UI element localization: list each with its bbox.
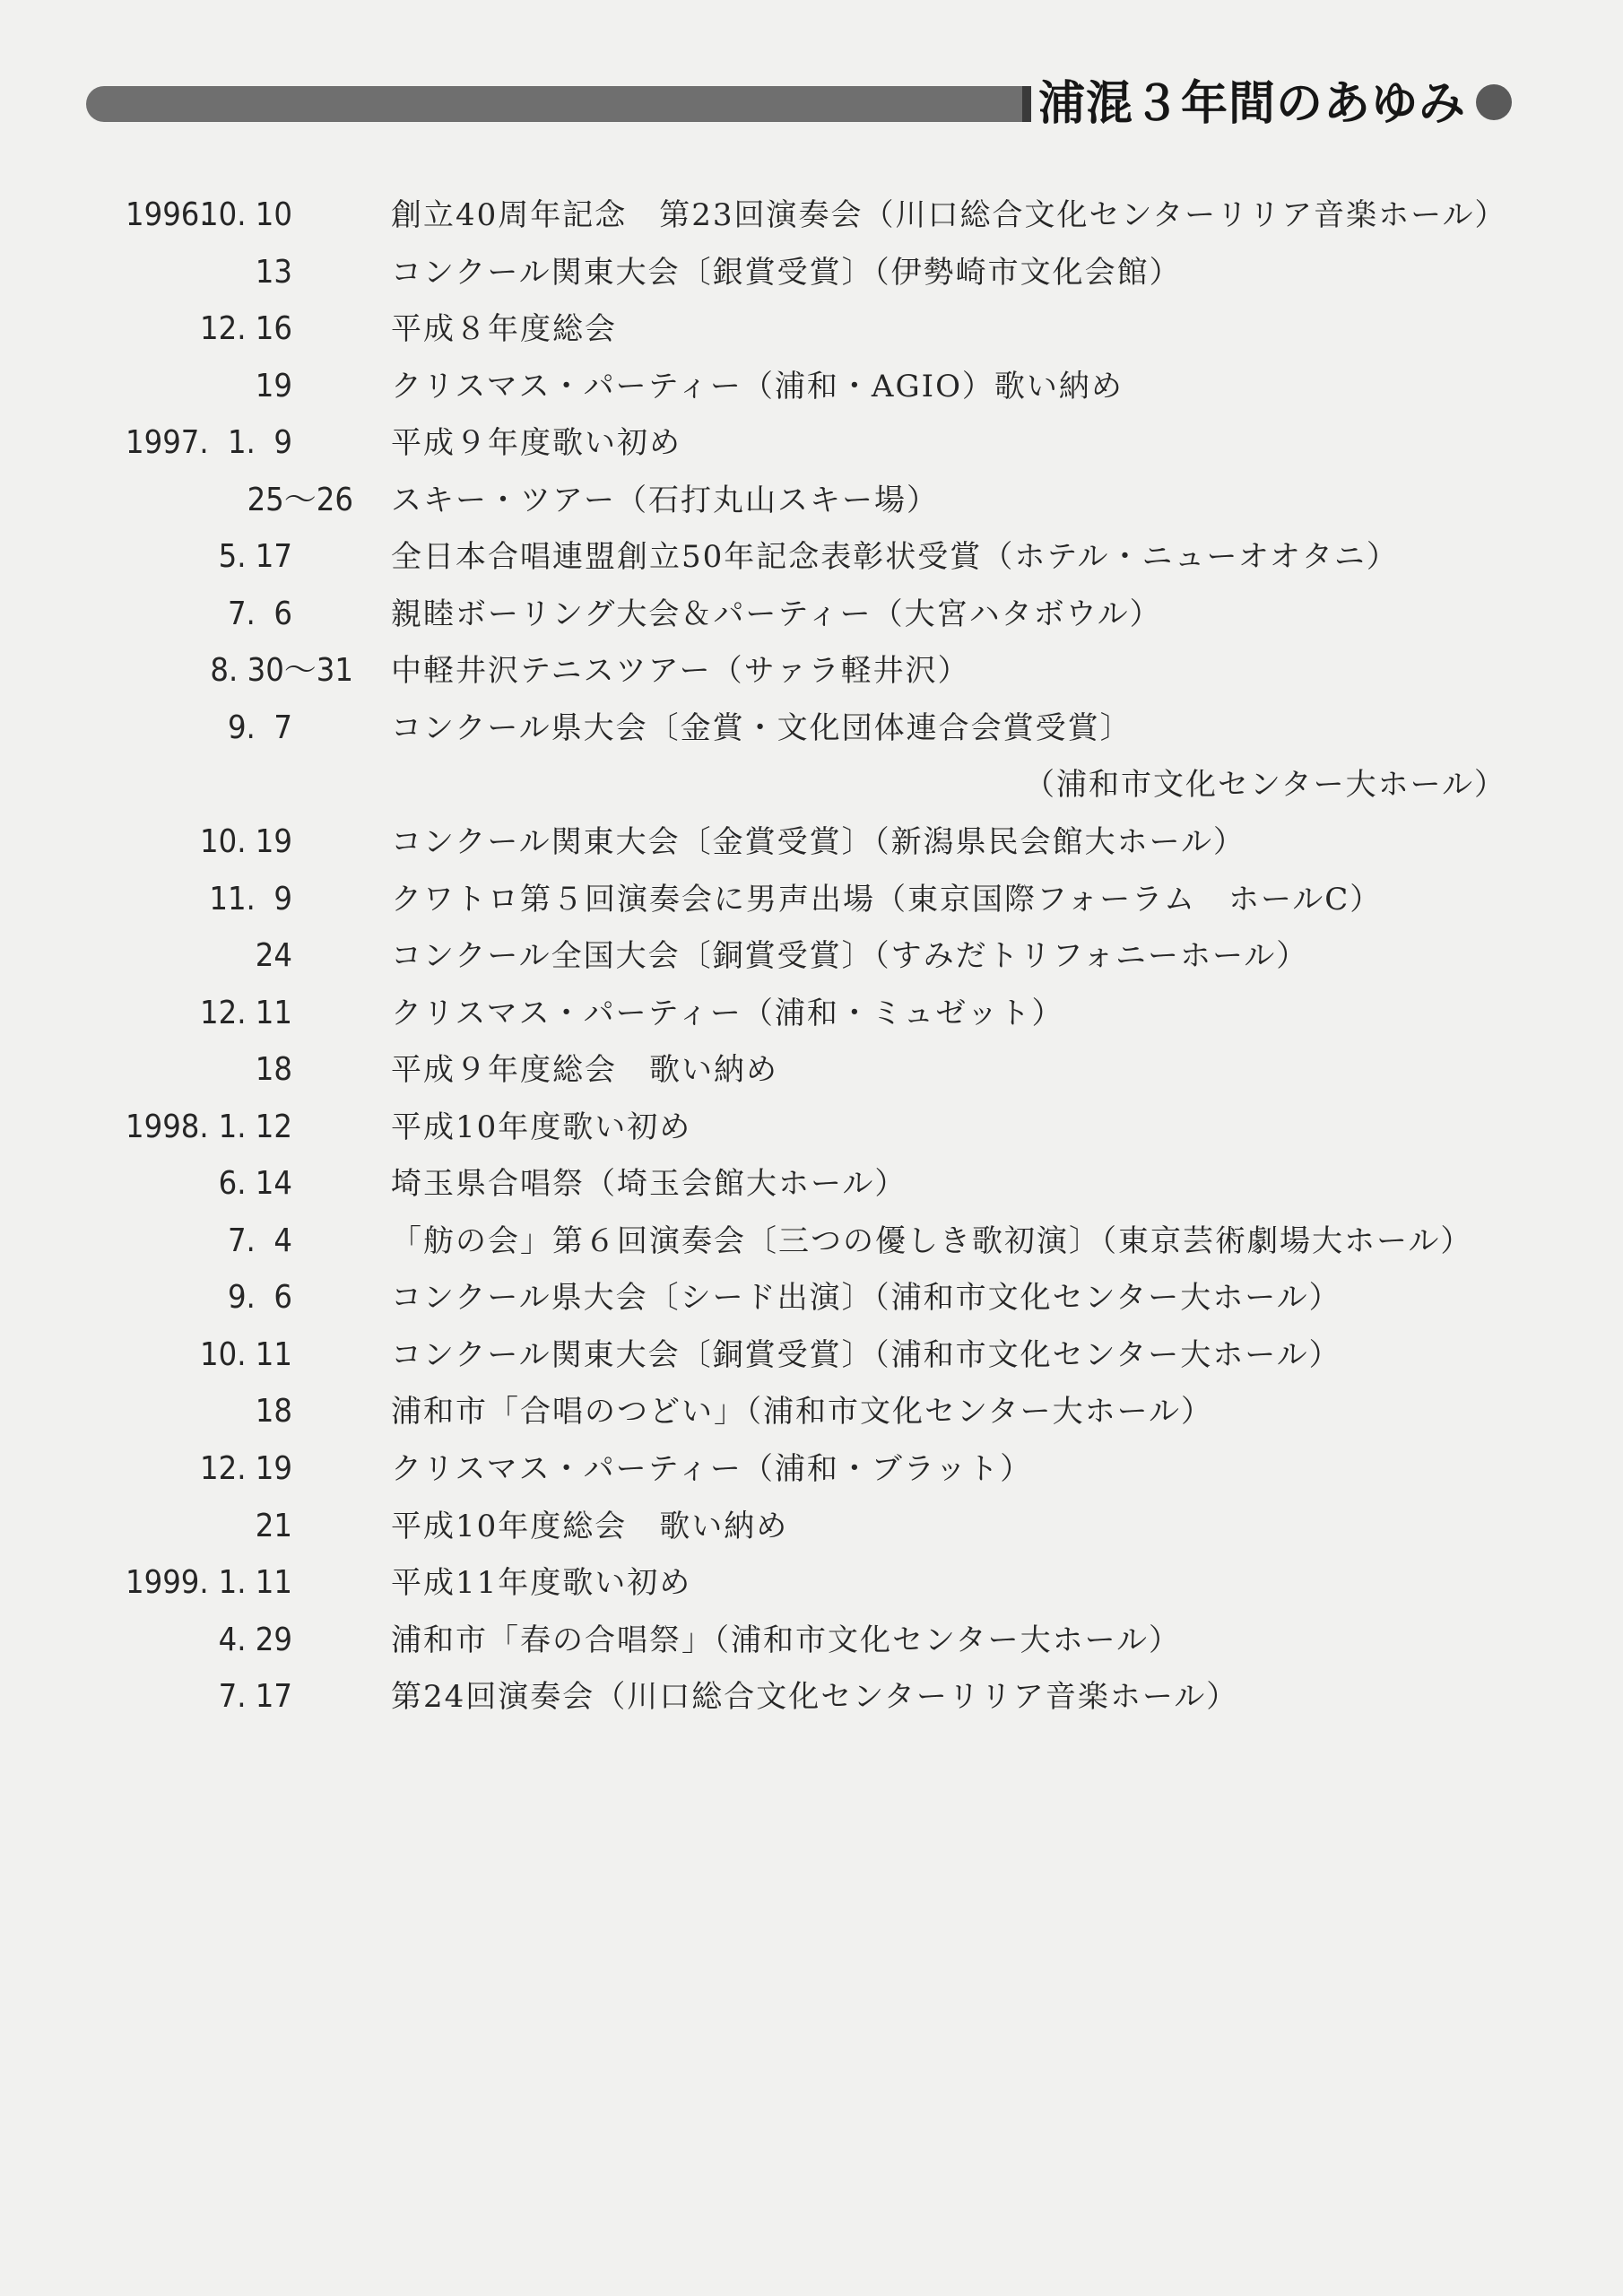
timeline-row: [0, 1668, 1623, 1726]
event-description: 浦和市「合唱のつどい」（浦和市文化センター大ホール）: [391, 1394, 1213, 1431]
event-date: 13: [255, 253, 292, 291]
event-date: 12. 16: [200, 310, 292, 348]
header-bar: [86, 86, 1022, 122]
timeline-row: [0, 358, 1623, 415]
event-description: コンクール関東大会〔銅賞受賞〕（浦和市文化センター大ホール）: [391, 1336, 1341, 1373]
timeline-row: [0, 1155, 1623, 1213]
event-description: 第24回演奏会（川口総合文化センターリリア音楽ホール）: [391, 1679, 1239, 1716]
header-bar-cap: [1022, 86, 1031, 122]
timeline-row: [0, 1213, 1623, 1270]
event-description: コンクール関東大会〔金賞受賞〕（新潟県民会館大ホール）: [391, 824, 1245, 861]
event-description: 「舫の会」第６回演奏会〔三つの優しき歌初演〕（東京芸術劇場大ホール）: [391, 1222, 1473, 1259]
event-description: 浦和市「春の合唱祭」（浦和市文化センター大ホール）: [391, 1622, 1181, 1658]
event-description: コンクール関東大会〔銀賞受賞〕（伊勢崎市文化会館）: [391, 254, 1182, 291]
timeline-row: [0, 642, 1623, 700]
event-date: 6. 14: [218, 1165, 292, 1203]
event-year: 1998.: [126, 1108, 209, 1145]
event-date: 24: [255, 937, 292, 975]
timeline-row: [0, 1612, 1623, 1669]
event-description: 中軽井沢テニスツアー（サァラ軽井沢）: [391, 653, 970, 690]
page-header: [86, 77, 1512, 131]
timeline-row: [0, 1498, 1623, 1555]
event-date: 19: [255, 367, 292, 404]
timeline-row: [0, 244, 1623, 301]
event-description: クリスマス・パーティー（浦和・ブラット）: [391, 1451, 1033, 1488]
event-description: クリスマス・パーティー（浦和・AGIO）歌い納め: [391, 368, 1124, 404]
event-description: コンクール県大会〔シード出演〕（浦和市文化センター大ホール）: [391, 1280, 1341, 1317]
event-description: 平成８年度総会: [391, 311, 617, 348]
event-description: 平成10年度総会 歌い納め: [391, 1508, 789, 1544]
event-date: 7. 4: [227, 1222, 292, 1259]
event-description: 平成９年度総会 歌い納め: [391, 1052, 778, 1089]
event-date: 11. 9: [209, 880, 292, 918]
event-date: 21: [255, 1507, 292, 1544]
event-description: 全日本合唱連盟創立50年記念表彰状受賞（ホテル・ニューオオタニ）: [391, 539, 1399, 576]
event-date: 10. 11: [200, 1335, 292, 1373]
timeline-row: [0, 813, 1623, 871]
event-description: 平成10年度歌い初め: [391, 1109, 692, 1145]
event-year: 1999.: [126, 1564, 209, 1602]
timeline-row: [0, 927, 1623, 985]
event-description: スキー・ツアー（石打丸山スキー場）: [391, 482, 939, 518]
timeline-row: [0, 756, 1623, 813]
event-date: 12. 11: [200, 994, 292, 1031]
timeline-row: [0, 300, 1623, 358]
event-date: 7. 6: [227, 595, 292, 632]
event-year: 1997.: [126, 424, 209, 462]
history-timeline: [0, 187, 1623, 1726]
event-description: 埼玉県合唱祭（埼玉会館大ホール）: [391, 1166, 907, 1203]
timeline-row: [0, 187, 1623, 244]
timeline-row: [0, 871, 1623, 928]
event-date: 1. 9: [227, 424, 292, 462]
event-description: 平成９年度歌い初め: [391, 425, 681, 462]
timeline-row: [0, 985, 1623, 1042]
event-description: 創立40周年記念 第23回演奏会（川口総合文化センターリリア音楽ホール）: [391, 197, 1507, 233]
timeline-row: [0, 1383, 1623, 1440]
event-date: 1. 11: [218, 1564, 292, 1602]
event-date: 12. 19: [200, 1450, 292, 1488]
event-date: 9. 7: [227, 709, 292, 746]
event-description-continued: （浦和市文化センター大ホール）: [1024, 767, 1506, 804]
page-title: 浦混３年間のあゆみ: [1038, 77, 1467, 131]
timeline-row: [0, 1554, 1623, 1612]
timeline-row: [0, 1269, 1623, 1326]
timeline-row: [0, 1099, 1623, 1156]
timeline-row: [0, 700, 1623, 757]
event-description: コンクール県大会〔金賞・文化団体連合会賞受賞〕: [391, 709, 1133, 746]
bullet-dot-icon: [1476, 84, 1512, 120]
timeline-row: [0, 528, 1623, 586]
event-date: 4. 29: [218, 1621, 292, 1658]
event-date: 5. 17: [218, 538, 292, 576]
event-description: 親睦ボーリング大会＆パーティー（大宮ハタボウル）: [391, 596, 1162, 632]
timeline-row: [0, 1041, 1623, 1099]
event-date: 18: [255, 1393, 292, 1431]
event-description: 平成11年度歌い初め: [391, 1565, 692, 1602]
timeline-row: [0, 472, 1623, 529]
timeline-row: [0, 1440, 1623, 1498]
event-date: 7. 17: [218, 1678, 292, 1716]
event-description: クリスマス・パーティー（浦和・ミュゼット）: [391, 995, 1064, 1031]
event-description: クワトロ第５回演奏会に男声出場（東京国際フォーラム ホールC）: [391, 881, 1383, 918]
timeline-row: [0, 414, 1623, 472]
timeline-row: [0, 586, 1623, 643]
event-date: 10. 10: [200, 196, 292, 233]
timeline-row: [0, 1326, 1623, 1384]
event-date: 9. 6: [227, 1279, 292, 1317]
event-description: コンクール全国大会〔銅賞受賞〕（すみだトリフォニーホール）: [391, 938, 1309, 975]
event-year: 1996.: [126, 196, 209, 233]
event-date: 25〜26: [247, 481, 353, 518]
event-date: 10. 19: [200, 823, 292, 861]
event-date: 18: [255, 1051, 292, 1089]
event-date: 8. 30〜31: [210, 652, 353, 690]
event-date: 1. 12: [218, 1108, 292, 1145]
